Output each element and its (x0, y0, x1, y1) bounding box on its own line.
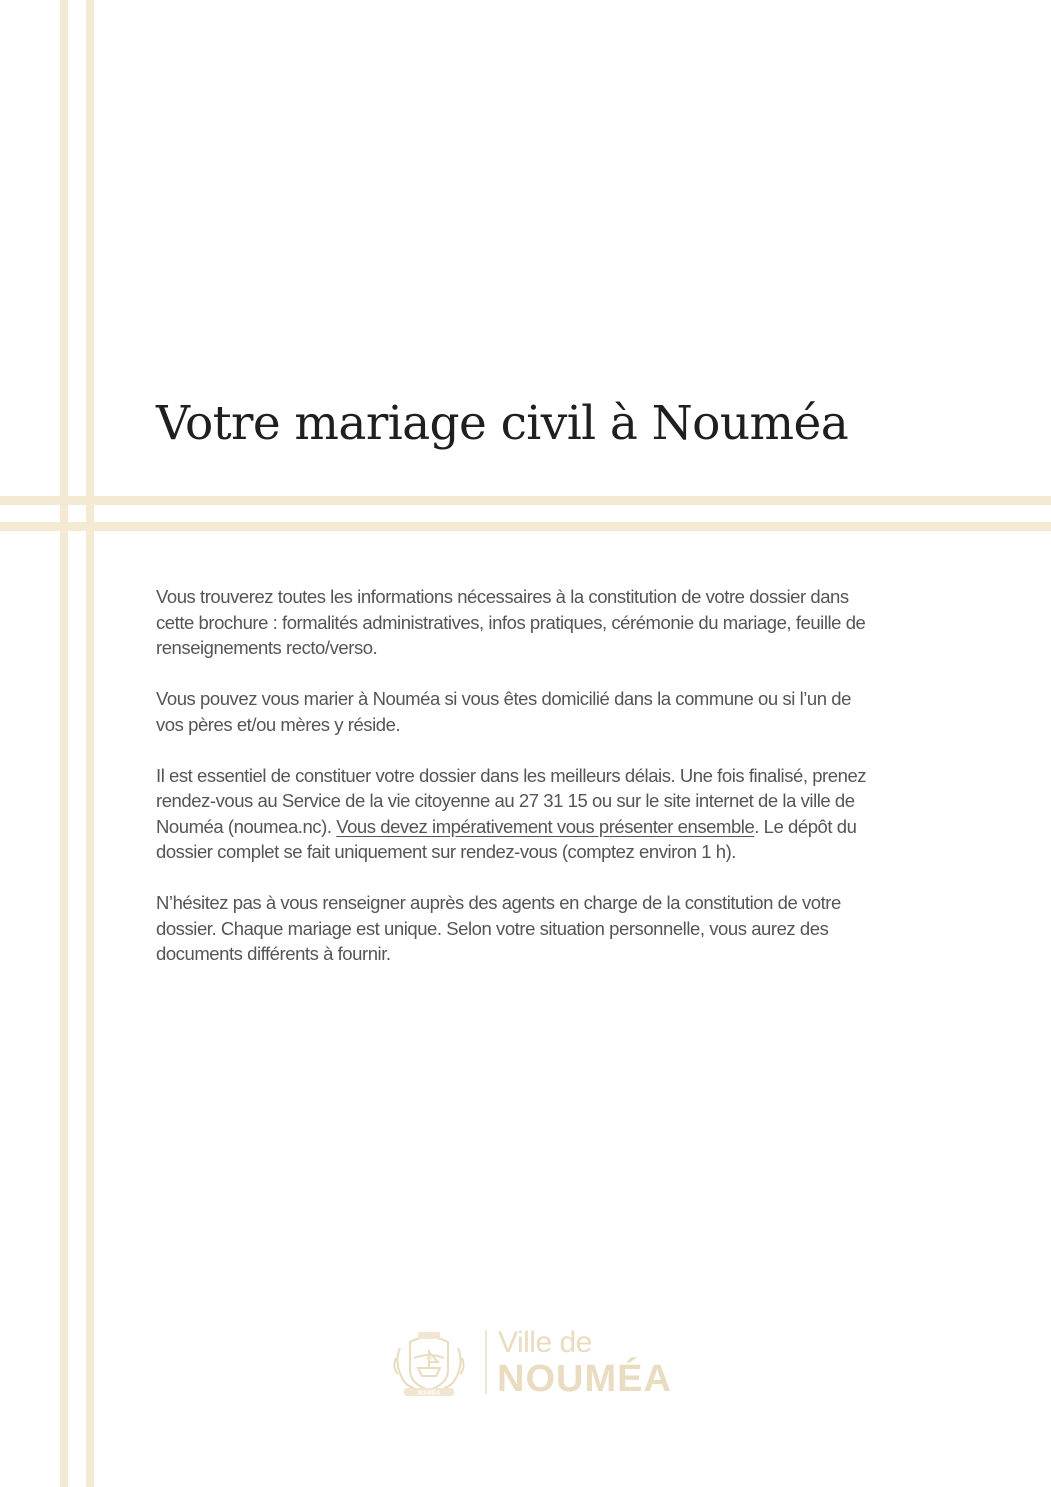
page-title: Votre mariage civil à Nouméa (156, 396, 849, 451)
paragraph-dossier-start: Il est essentiel de constituer votre dossier dans les meilleurs délais. Une fois finalisé, prenez rendez-vous au Service de la vie citoyenne au 27 31 15 ou sur le site internet de la ville de Nouméa (noumea.nc). (156, 764, 867, 837)
paragraph-brochure: Vous trouverez toutes les informations nécessaires à la constitution de votre dossier dans cette brochure : formalités administratives, infos pratiques, cérémonie du mariage, feuille de renseignements recto/verso. (156, 586, 866, 658)
underlined-notice: Vous devez impérativement vous présenter ensemble (336, 815, 755, 837)
paragraph-domicile: Vous pouvez vous marier à Nouméa si vous êtes domicilié dans la commune ou si l’un de vos pères et/ou mères y réside. (156, 688, 851, 735)
paragraph-agents: N’hésitez pas à vous renseigner auprès des agents en charge de la constitution de votre dossier. Chaque mariage est unique. Selon votre situation personnelle, vous aurez des documents différents à fournir. (156, 892, 841, 964)
logo-ville-de: Ville de (498, 1326, 592, 1359)
intro-text (156, 584, 868, 992)
vertical-rule-right (86, 0, 94, 1487)
ville-de-noumea-logo (388, 1326, 672, 1400)
paragraph-dossier-end: . Le dépôt du dossier complet se fait uniquement sur rendez-vous (comptez environ 1 h). (156, 815, 857, 862)
crest-label: NOUMÉA (417, 1390, 441, 1397)
logo-noumea: NOUMÉA (497, 1358, 672, 1400)
horizontal-rule-top (0, 496, 1051, 505)
paragraph-dossier (156, 763, 868, 865)
vertical-rule-left (60, 0, 68, 1487)
horizontal-rule-bottom (0, 522, 1051, 531)
city-crest-icon (388, 1328, 470, 1398)
logo-separator (485, 1330, 487, 1394)
